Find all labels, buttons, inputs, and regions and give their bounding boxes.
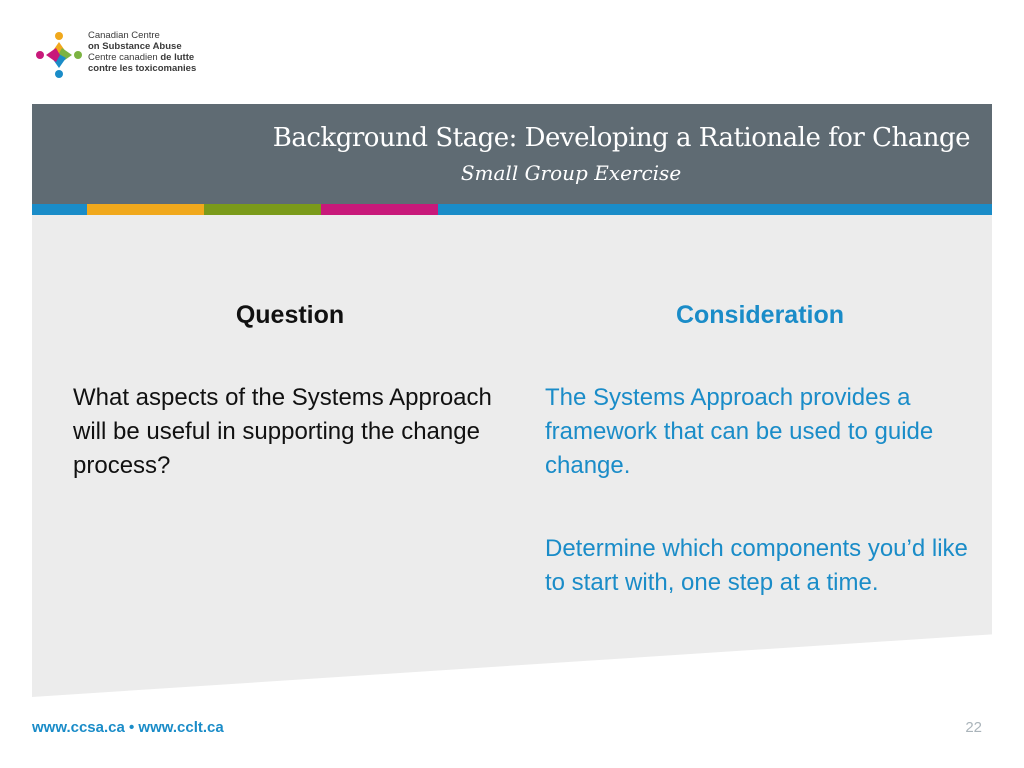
color-stripe-2: [87, 204, 204, 215]
color-stripe-3: [204, 204, 321, 215]
logo-line-3: Centre canadien de lutte: [88, 52, 195, 63]
consideration-text-2: Determine which components you’d like to start with, one step at a time.: [545, 535, 968, 596]
slide-title: Background Stage: Developing a Rationale for Change: [272, 123, 970, 153]
color-stripe-4: [321, 204, 438, 215]
color-stripe-5: [438, 204, 992, 215]
question-header: Question: [235, 301, 345, 329]
footer-links[interactable]: www.ccsa.ca • www.cclt.ca: [32, 719, 224, 736]
ccsa-logo: [34, 30, 214, 80]
ccsa-logo-icon: [34, 30, 84, 80]
logo-line-4: contre les toxicomanies: [88, 63, 197, 74]
consideration-header: Consideration: [675, 301, 845, 329]
slide-subtitle: Small Group Exercise: [460, 161, 682, 185]
slide-header: [32, 104, 992, 204]
logo-line-2: on Substance Abuse: [88, 41, 182, 52]
color-stripe-1: [32, 204, 87, 215]
consideration-text-1: The Systems Approach provides a framework that can be used to guide change.: [545, 384, 934, 479]
page-number: 22: [965, 719, 982, 736]
question-text: What aspects of the Systems Approach will be useful in supporting the change process?: [73, 384, 492, 479]
logo-text: [88, 30, 196, 74]
logo-line-1: Canadian Centre: [88, 30, 160, 41]
